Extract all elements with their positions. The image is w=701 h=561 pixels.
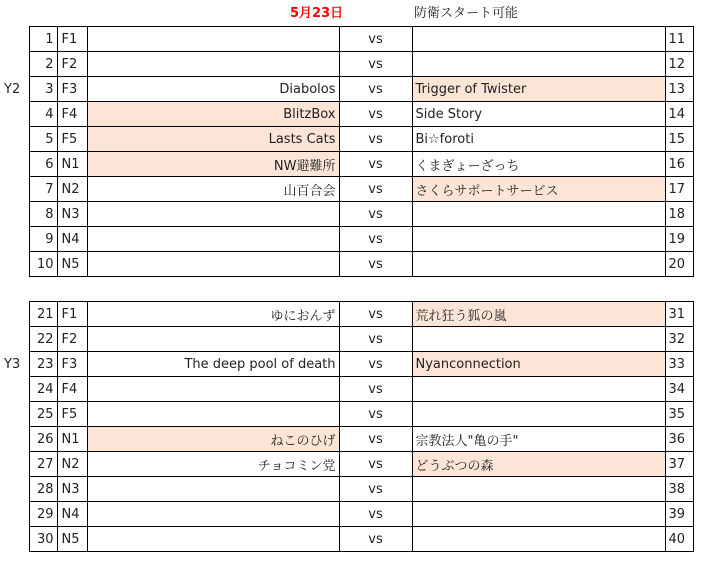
right-team — [412, 377, 665, 402]
slot-code: F1 — [57, 27, 87, 52]
match-row — [0, 427, 693, 452]
opponent-number: 16 — [665, 152, 693, 177]
vs-label: vs — [339, 77, 412, 102]
match-number: 9 — [29, 227, 57, 252]
match-row — [0, 527, 693, 552]
slot-code: F3 — [57, 77, 87, 102]
left-team — [87, 477, 339, 502]
left-team: ゆにおんず — [87, 302, 339, 327]
right-team: どうぶつの森 — [412, 452, 665, 477]
group-label-cell — [0, 527, 29, 552]
match-row — [0, 77, 693, 102]
match-number: 22 — [29, 327, 57, 352]
opponent-number: 31 — [665, 302, 693, 327]
match-row — [0, 477, 693, 502]
spacer-row — [0, 277, 693, 302]
vs-label: vs — [339, 177, 412, 202]
left-team — [87, 227, 339, 252]
match-row — [0, 127, 693, 152]
opponent-number: 20 — [665, 252, 693, 277]
vs-label: vs — [339, 127, 412, 152]
slot-code: N4 — [57, 502, 87, 527]
match-table — [0, 26, 694, 552]
match-number: 3 — [29, 77, 57, 102]
spacer-cell — [665, 277, 693, 302]
slot-code: F2 — [57, 52, 87, 77]
group-label-cell — [0, 327, 29, 352]
match-table-body — [0, 27, 693, 552]
slot-code: F3 — [57, 352, 87, 377]
match-row — [0, 352, 693, 377]
match-number: 25 — [29, 402, 57, 427]
match-row — [0, 377, 693, 402]
slot-code: F1 — [57, 302, 87, 327]
opponent-number: 37 — [665, 452, 693, 477]
opponent-number: 39 — [665, 502, 693, 527]
right-team: Bi☆foroti — [412, 127, 665, 152]
match-number: 7 — [29, 177, 57, 202]
left-team — [87, 52, 339, 77]
left-team: チョコミン党 — [87, 452, 339, 477]
vs-label: vs — [339, 527, 412, 552]
group-label-cell — [0, 502, 29, 527]
slot-code: N5 — [57, 527, 87, 552]
left-team: NW避難所 — [87, 152, 339, 177]
vs-label: vs — [339, 102, 412, 127]
vs-label: vs — [339, 152, 412, 177]
opponent-number: 15 — [665, 127, 693, 152]
slot-code: N3 — [57, 477, 87, 502]
match-number: 28 — [29, 477, 57, 502]
spacer-cell — [339, 277, 412, 302]
match-row — [0, 252, 693, 277]
slot-code: N3 — [57, 202, 87, 227]
group-label-cell — [0, 177, 29, 202]
match-row — [0, 502, 693, 527]
opponent-number: 40 — [665, 527, 693, 552]
left-team — [87, 327, 339, 352]
left-team — [87, 27, 339, 52]
opponent-number: 32 — [665, 327, 693, 352]
opponent-number: 35 — [665, 402, 693, 427]
match-number: 5 — [29, 127, 57, 152]
match-number: 26 — [29, 427, 57, 452]
match-row — [0, 27, 693, 52]
vs-label: vs — [339, 327, 412, 352]
left-team: The deep pool of death — [87, 352, 339, 377]
defense-start-note: 防衛スタート可能 — [414, 6, 519, 21]
slot-code: F5 — [57, 402, 87, 427]
right-team: Side Story — [412, 102, 665, 127]
match-number: 29 — [29, 502, 57, 527]
match-row — [0, 52, 693, 77]
group-label-cell — [0, 152, 29, 177]
vs-label: vs — [339, 52, 412, 77]
match-row — [0, 102, 693, 127]
match-number: 4 — [29, 102, 57, 127]
match-number: 2 — [29, 52, 57, 77]
right-team: さくらサポートサービス — [412, 177, 665, 202]
opponent-number: 12 — [665, 52, 693, 77]
spacer-cell — [0, 277, 29, 302]
group-label-cell — [0, 227, 29, 252]
spacer-cell — [87, 277, 339, 302]
slot-code: F4 — [57, 102, 87, 127]
vs-label: vs — [339, 252, 412, 277]
slot-code: N2 — [57, 452, 87, 477]
opponent-number: 38 — [665, 477, 693, 502]
left-team — [87, 402, 339, 427]
right-team — [412, 202, 665, 227]
slot-code: F4 — [57, 377, 87, 402]
group-label: Y3 — [4, 356, 21, 372]
opponent-number: 13 — [665, 77, 693, 102]
opponent-number: 11 — [665, 27, 693, 52]
left-team — [87, 202, 339, 227]
match-number: 21 — [29, 302, 57, 327]
vs-label: vs — [339, 202, 412, 227]
slot-code: N4 — [57, 227, 87, 252]
group-label-cell — [0, 202, 29, 227]
left-team — [87, 377, 339, 402]
group-label-cell — [0, 427, 29, 452]
spacer-cell — [412, 277, 665, 302]
match-row — [0, 327, 693, 352]
match-row — [0, 202, 693, 227]
match-row — [0, 152, 693, 177]
group-label-cell — [0, 377, 29, 402]
match-number: 27 — [29, 452, 57, 477]
group-label-cell — [0, 52, 29, 77]
slot-code: N1 — [57, 427, 87, 452]
group-label: Y2 — [4, 81, 21, 97]
right-team: Nyanconnection — [412, 352, 665, 377]
match-row — [0, 227, 693, 252]
left-team: 山百合会 — [87, 177, 339, 202]
left-team — [87, 252, 339, 277]
group-label-cell — [0, 402, 29, 427]
group-label-cell — [0, 302, 29, 327]
right-team — [412, 52, 665, 77]
group-label-cell — [0, 27, 29, 52]
match-number: 24 — [29, 377, 57, 402]
match-number: 8 — [29, 202, 57, 227]
opponent-number: 17 — [665, 177, 693, 202]
slot-code: N5 — [57, 252, 87, 277]
right-team: 宗教法人"亀の手" — [412, 427, 665, 452]
right-team — [412, 327, 665, 352]
vs-label: vs — [339, 402, 412, 427]
slot-code: N2 — [57, 177, 87, 202]
opponent-number: 19 — [665, 227, 693, 252]
spacer-cell — [29, 277, 57, 302]
left-team — [87, 502, 339, 527]
match-number: 30 — [29, 527, 57, 552]
match-row — [0, 452, 693, 477]
left-team — [87, 527, 339, 552]
left-team: Diabolos — [87, 77, 339, 102]
match-row — [0, 402, 693, 427]
slot-code: N1 — [57, 152, 87, 177]
group-label-cell — [0, 452, 29, 477]
left-team: ねこのひげ — [87, 427, 339, 452]
vs-label: vs — [339, 302, 412, 327]
right-team — [412, 27, 665, 52]
vs-label: vs — [339, 452, 412, 477]
vs-label: vs — [339, 352, 412, 377]
match-row — [0, 177, 693, 202]
opponent-number: 18 — [665, 202, 693, 227]
match-row — [0, 302, 693, 327]
group-label-cell — [0, 127, 29, 152]
right-team — [412, 252, 665, 277]
opponent-number: 33 — [665, 352, 693, 377]
right-team: くまぎょーざっち — [412, 152, 665, 177]
date-header: 5月23日 — [290, 6, 344, 21]
vs-label: vs — [339, 27, 412, 52]
match-number: 1 — [29, 27, 57, 52]
spacer-cell — [57, 277, 87, 302]
match-number: 23 — [29, 352, 57, 377]
right-team — [412, 227, 665, 252]
vs-label: vs — [339, 477, 412, 502]
group-label-cell — [0, 102, 29, 127]
vs-label: vs — [339, 377, 412, 402]
vs-label: vs — [339, 502, 412, 527]
group-label-cell — [0, 477, 29, 502]
slot-code: F5 — [57, 127, 87, 152]
left-team: Lasts Cats — [87, 127, 339, 152]
opponent-number: 34 — [665, 377, 693, 402]
match-number: 6 — [29, 152, 57, 177]
left-team: BlitzBox — [87, 102, 339, 127]
right-team — [412, 477, 665, 502]
right-team — [412, 402, 665, 427]
right-team: 荒れ狂う狐の嵐 — [412, 302, 665, 327]
vs-label: vs — [339, 427, 412, 452]
slot-code: F2 — [57, 327, 87, 352]
opponent-number: 14 — [665, 102, 693, 127]
right-team: Trigger of Twister — [412, 77, 665, 102]
right-team — [412, 527, 665, 552]
group-label-cell — [0, 252, 29, 277]
opponent-number: 36 — [665, 427, 693, 452]
vs-label: vs — [339, 227, 412, 252]
match-number: 10 — [29, 252, 57, 277]
right-team — [412, 502, 665, 527]
